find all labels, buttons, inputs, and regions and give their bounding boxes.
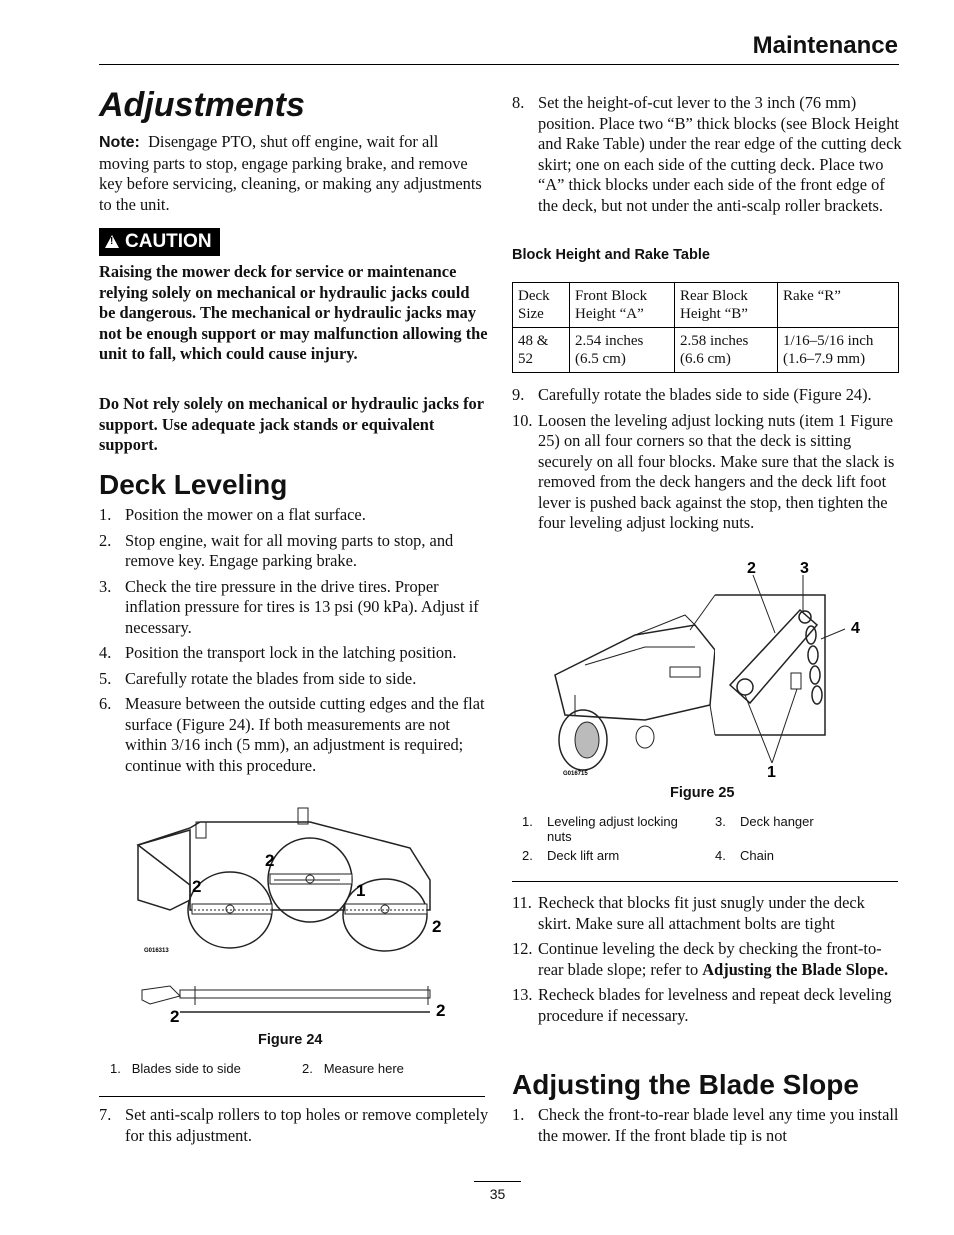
header-rule [99, 64, 899, 65]
callout-4: 4 [851, 620, 860, 637]
list-item: 8. Set the height-of-cut lever to the 3 inch (76 mm) position. Place two “B” thick blocks (see Block Height and Rake Table) under the rear edge of the cutting deck skirt; one on each side of the cutting deck. Place two “A” thick blocks under each side of the front edge of the deck, but not under the anti-scalp roller brackets. [512, 93, 902, 215]
figure-24-legend-2: 2. Measure here [302, 1061, 404, 1076]
blade-slope-heading: Adjusting the Blade Slope [512, 1069, 859, 1100]
table-header: Front Block Height “A” [570, 283, 675, 328]
caution-label: CAUTION [125, 231, 212, 252]
caution-paragraph-2: Do Not rely solely on mechanical or hydraulic jacks for support. Use adequate jack stands or equivalent support. [99, 394, 484, 454]
deck-leveling-steps [99, 505, 489, 781]
figure-24-caption: Figure 24 [258, 1032, 323, 1048]
list-item: 10. Loosen the leveling adjust locking nuts (item 1 Figure 25) on all four corners so that the deck is sitting securely on all four blocks. Make sure that the slack is removed from the deck hangers and the deck lift foot lever is pushed back against the stop, then tighten the four leveling adjust locking nuts. [512, 410, 895, 532]
list-item: 7. Set anti-scalp rollers to top holes or remove completely for this adjustment. [99, 1105, 489, 1145]
table-row [513, 328, 899, 373]
figure-25-illustration [545, 555, 865, 783]
table-header: Deck Size [513, 283, 570, 328]
caution-paragraph-1: Raising the mower deck for service or maintenance relying solely on mechanical or hydraulic jacks could be dangerous. The mechanical or hydraulic jacks may not be enough support or may malfunction allowing the unit to fall, which could cause injury. [99, 262, 488, 363]
callout-1: 1 [356, 881, 366, 900]
figure-25-code: G016715 [563, 771, 588, 777]
list-item: 11. Recheck that blocks fit just snugly under the deck skirt. Make sure all attachment bolts are tight [512, 893, 865, 933]
callout-1: 1 [767, 764, 776, 781]
section-header: Maintenance [752, 32, 898, 59]
table-cell: 2.58 inches (6.6 cm) [675, 328, 778, 373]
note-text: Disengage PTO, shut off engine, wait for all moving parts to stop, engage parking brake, and remove key before servicing, cleaning, or making any adjustments to the unit. [99, 132, 482, 214]
callout-2: 2 [170, 1007, 180, 1025]
figure-24-legend-1: 1. Blades side to side [110, 1061, 241, 1076]
page-number-rule [474, 1181, 521, 1182]
callout-2: 2 [747, 560, 756, 577]
list-item: 5. Carefully rotate the blades from side to side. [99, 668, 417, 688]
figure-25-rule [512, 881, 898, 882]
figure-24-code: G016313 [144, 948, 169, 954]
figure-25-legend-4: 4. Chain [715, 848, 774, 863]
list-item: 3. Check the tire pressure in the drive tires. Proper inflation pressure for tires is 13 psi (90 kPa). Adjust if necessary. [99, 576, 479, 637]
list-item: 12. Continue leveling the deck by checking the front-to-rear blade slope; refer to Adjusting the Blade Slope. [512, 939, 889, 979]
list-item: 2. Stop engine, wait for all moving parts to stop, and remove key. Engage parking brake. [99, 530, 454, 570]
callout-2: 2 [432, 917, 442, 936]
figure-25-caption: Figure 25 [670, 785, 735, 801]
table-cell: 2.54 inches (6.5 cm) [570, 328, 675, 373]
table-title: Block Height and Rake Table [512, 247, 710, 263]
figure-25-legend-1: 1. Leveling adjust locking nuts [522, 814, 678, 844]
list-item: 1. Check the front-to-rear blade level any time you install the mower. If the front blade tip is not [512, 1105, 899, 1145]
caution-badge [99, 228, 220, 256]
callout-2: 2 [436, 1001, 446, 1020]
table-header: Rake “R” [778, 283, 899, 328]
figure-24-illustration [130, 800, 450, 1025]
note-paragraph [99, 132, 489, 215]
figure-25-legend-2: 2. Deck lift arm [522, 848, 620, 863]
callout-2: 2 [192, 877, 202, 896]
right-steps-c [512, 893, 902, 1031]
table-cell: 48 & 52 [513, 328, 570, 373]
list-item: 1. Position the mower on a flat surface. [99, 505, 366, 524]
table-cell: 1/16–5/16 inch (1.6–7.9 mm) [778, 328, 899, 373]
right-steps-a [512, 93, 902, 221]
block-height-table [512, 282, 899, 373]
deck-leveling-step-7 [99, 1105, 489, 1151]
figure-24-rule [99, 1096, 485, 1097]
list-item: 4. Position the transport lock in the latching position. [99, 643, 457, 662]
note-label: Note: [99, 134, 140, 151]
cross-reference: Adjusting the Blade Slope. [702, 959, 889, 979]
table-header: Rear Block Height “B” [675, 283, 778, 328]
warning-icon [105, 235, 119, 248]
deck-leveling-heading: Deck Leveling [99, 469, 288, 500]
list-item: 13. Recheck blades for levelness and repeat deck leveling procedure if necessary. [512, 985, 892, 1025]
callout-2: 2 [265, 851, 275, 870]
right-steps-b [512, 385, 902, 539]
figure-25-legend-3: 3. Deck hanger [715, 814, 814, 829]
page-number: 35 [489, 1186, 506, 1202]
page-title: Adjustments [99, 86, 305, 124]
list-item: 6. Measure between the outside cutting edges and the flat surface (Figure 24). If both measurements are not within 3/16 inch (5 mm), an adjustment is required; continue with this procedure. [99, 694, 485, 775]
blade-slope-steps [512, 1105, 902, 1151]
list-item: 9. Carefully rotate the blades side to side (Figure 24). [512, 385, 872, 404]
callout-3: 3 [800, 560, 809, 577]
